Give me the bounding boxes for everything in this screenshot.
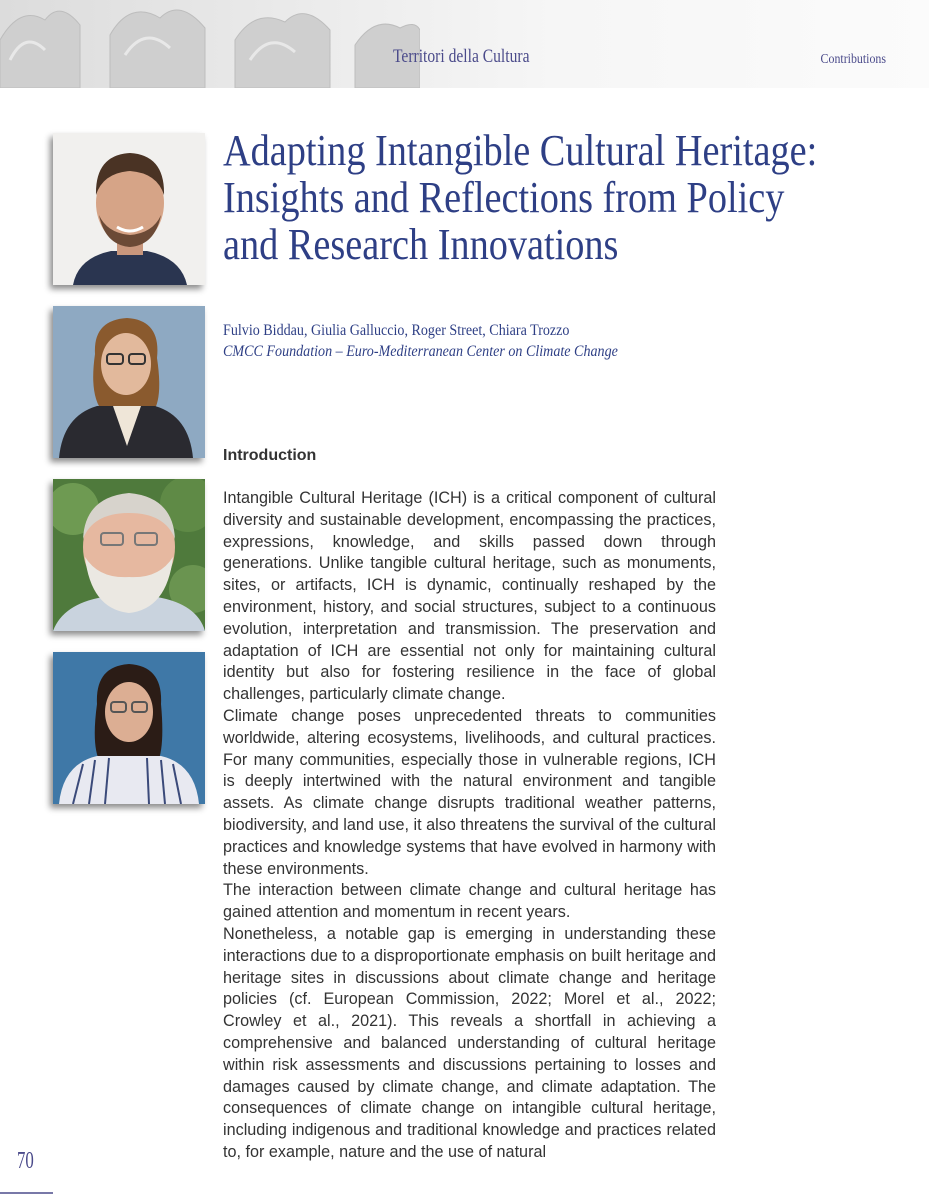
title-line: Adapting Intangible Cultural Heritage: — [223, 126, 818, 175]
body-paragraph: Nonetheless, a notable gap is emerging in understanding these interactions due to a disproportionate emphasis on built heritage and heritage sites in discussions about climate change and heritage policies (cf. European Commission, 2022; Morel et al., 2022; Crowley et al., 2021). This reveals a shortfall in achieving a comprehensive and balanced understanding of cultural heritage within risk assessments and discussions pertaining to losses and damages caused by climate change, and climate adaptation. The consequences of climate change on intangible cultural heritage, including indigenous and traditional knowledge and practices related to, for example, nature and the use of natural — [223, 924, 716, 1161]
page-header — [0, 0, 929, 88]
page-number: 70 — [17, 1148, 34, 1174]
author-affiliation: CMCC Foundation – Euro-Mediterranean Center on Climate Change — [223, 343, 618, 360]
architectural-capitals-decoration — [0, 0, 420, 88]
article-body — [223, 488, 716, 1164]
author-photo-1 — [53, 133, 205, 285]
body-paragraph: Intangible Cultural Heritage (ICH) is a critical component of cultural diversity and sustainable development, encompassing the practices, expressions, knowledge, and skills passed down through generations. Unlike tangible cultural heritage, such as monuments, sites, or artifacts, ICH is dynamic, continually reshaped by the environment, history, and social structures, subject to a continuous evolution, interpretation and transmission. The preservation and adaptation of ICH are essential not only for maintaining cultural identity but also for fostering resilience in the face of global challenges, particularly climate change. — [223, 489, 716, 704]
author-photo-2 — [53, 306, 205, 458]
author-list: Fulvio Biddau, Giulia Galluccio, Roger Street, Chiara Trozzo — [223, 322, 570, 339]
title-line: Insights and Reflections from Policy — [223, 173, 785, 222]
article-title — [223, 127, 823, 268]
footer-divider — [0, 1192, 53, 1194]
author-photo-3 — [53, 479, 205, 631]
section-heading: Introduction — [223, 447, 317, 464]
author-photo-4 — [53, 652, 205, 804]
journal-name: Territori della Cultura — [393, 46, 530, 67]
body-paragraph: Climate change poses unprecedented threats to communities worldwide, altering ecosystems, livelihoods, and cultural practices. For many communities, especially those in vulnerable regions, ICH is deeply intertwined with the natural environment and tangible assets. As climate change disrupts traditional weather patterns, biodiversity, and land use, it also threatens the survival of the cultural practices and knowledge systems that have evolved in harmony with these environments. — [223, 706, 716, 878]
body-paragraph: The interaction between climate change and cultural heritage has gained attention and momentum in recent years. — [223, 881, 716, 922]
section-label: Contributions — [820, 52, 886, 67]
title-line: and Research Innovations — [223, 220, 619, 269]
